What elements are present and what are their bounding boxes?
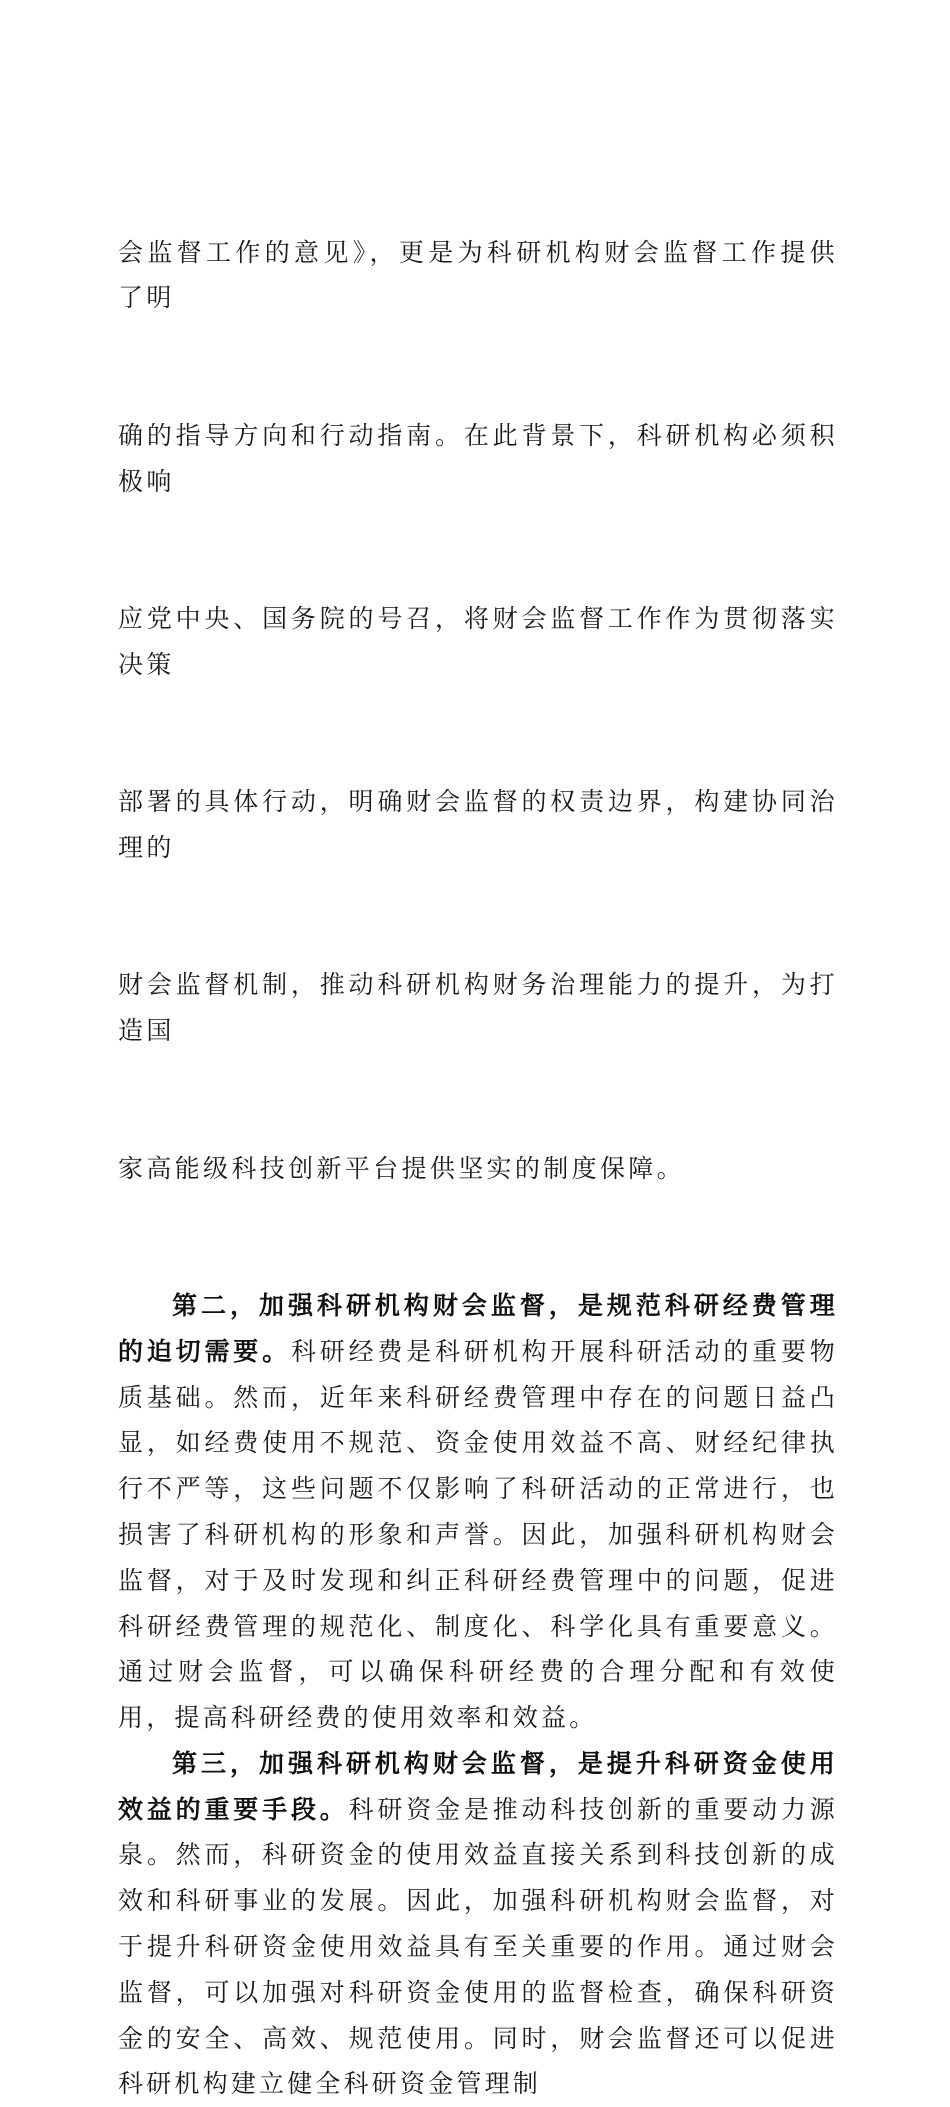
paragraph-lead-sentence: 第二，加强科研机构财会监督，是规范科研经费管理的迫切需要。: [118, 1290, 838, 1366]
text-line: 部署的具体行动，明确财会监督的权责边界，构建协同治理的: [118, 787, 838, 862]
text-line: 会监督工作的意见》，更是为科研机构财会监督工作提供了明: [118, 237, 838, 313]
text-line: 家高能级科技创新平台提供坚实的制度保障。: [118, 1153, 686, 1183]
text-line: 确的指导方向和行动指南。在此背景下，科研机构必须积极响: [118, 420, 838, 496]
paragraph-lead-sentence: 第三，加强科研机构财会监督，是提升科研资金使用效益的重要手段。: [118, 1748, 838, 1824]
document-body: [118, 138, 838, 2107]
text-line: 财会监督机制，推动科研机构财务治理能力的提升，为打造国: [118, 970, 838, 1046]
paragraph-body-text: 科研资金是推动科技创新的重要动力源泉。然而，科研资金的使用效益直接关系到科技创新的成效和科研事业的发展。因此，加强科研机构财会监督，对于提升科研资金使用效益具有至关重要的作用。通过财会监督，可以加强对科研资金使用的监督检查，确保科研资金的安全、高效、规范使用。同时，财会监督还可以促进科研机构建立健全科研资金管理制: [118, 1794, 839, 2099]
paragraph-body-text: 科研经费是科研机构开展科研活动的重要物质基础。然而，近年来科研经费管理中存在的问题日益凸显，如经费使用不规范、资金使用效益不高、财经纪律执行不严等，这些问题不仅影响了科研活动的正常进行，也损害了科研机构的形象和声誉。因此，加强科研机构财会监督，对于及时发现和纠正科研经费管理中的问题，促进科研经费管理的规范化、制度化、科学化具有重要意义。通过财会监督，可以确保科研经费的合理分配和有效使用，提高科研经费的使用效率和效益。: [118, 1336, 838, 1733]
paragraph-second-point: [118, 1283, 838, 1741]
text-line: 应党中央、国务院的号召，将财会监督工作作为贯彻落实决策: [118, 603, 838, 679]
paragraph-continuation: [118, 138, 838, 1283]
paragraph-third-point: [118, 1741, 838, 2107]
